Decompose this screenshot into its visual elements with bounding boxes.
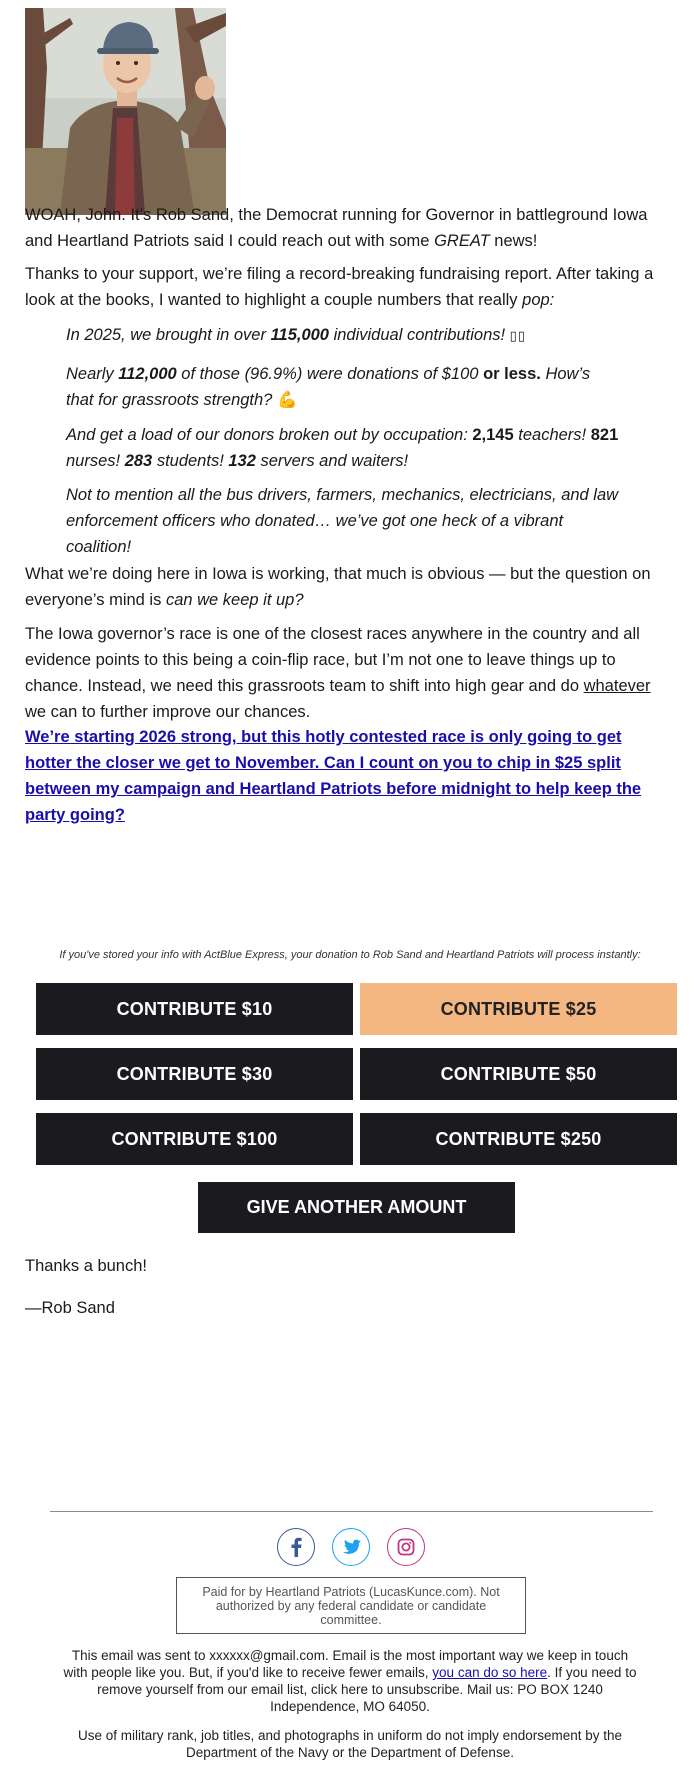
- q3-text-a: And get a load of our donors broken out by occupation:: [66, 426, 473, 444]
- footer-sent-b: . Email is the most important way we keep in touch: [324, 1648, 629, 1663]
- intro-line-2a: look at the books, I wanted to highlight a couple numbers that really: [25, 291, 523, 309]
- q3-text-i: servers and waiters!: [255, 452, 409, 470]
- missing-emoji-glyph: ▯▯: [509, 328, 526, 343]
- contribute-50-button[interactable]: CONTRIBUTE $50: [360, 1048, 677, 1100]
- race-line-4: we can to further improve our chances.: [25, 703, 311, 721]
- intro-paragraph: [25, 261, 680, 313]
- q1-number: 115,000: [270, 326, 329, 344]
- twitter-icon[interactable]: [332, 1528, 370, 1566]
- recipient-email: xxxxxx@gmail.com: [209, 1648, 325, 1663]
- ask-link-line-3[interactable]: between my campaign and Heartland Patriots before midnight to help keep the: [25, 780, 642, 798]
- actblue-express-note: If you've stored your info with ActBlue Express, your donation to Rob Sand and Heartland Patriots will process instantly:: [59, 949, 641, 961]
- paid-for-line-3: committee.: [320, 1612, 382, 1627]
- military-disclaimer: [45, 1727, 655, 1761]
- twitter-glyph: [341, 1539, 361, 1556]
- instagram-icon[interactable]: [387, 1528, 425, 1566]
- race-line-1: The Iowa governor’s race is one of the closest races anywhere in the country and all: [25, 625, 640, 643]
- thanks-text: Thanks a bunch!: [25, 1257, 147, 1275]
- race-paragraph: [25, 621, 680, 725]
- q3-text-e: nurses!: [66, 452, 125, 470]
- contribute-25-button[interactable]: CONTRIBUTE $25: [360, 983, 677, 1035]
- give-another-amount-button[interactable]: GIVE ANOTHER AMOUNT: [198, 1182, 515, 1233]
- signature: —Rob Sand: [25, 1299, 115, 1317]
- disclaimer-line-1: Use of military rank, job titles, and photographs in uniform do not imply endorsement by the: [77, 1728, 623, 1743]
- stat-quote-1: [66, 322, 636, 349]
- q2-number: 112,000: [118, 365, 177, 383]
- intro-emphasis: pop:: [522, 291, 555, 309]
- q3-nurses-number: 821: [590, 426, 619, 444]
- paid-for-line-1: Paid for by Heartland Patriots (LucasKunce.com). Not: [202, 1584, 500, 1599]
- footer-line-2a: with people like you. But, if you'd like to receive fewer emails,: [63, 1665, 433, 1680]
- ask-link-line-2[interactable]: hotter the closer we get to November. Can I count on you to chip in $25 split: [25, 754, 621, 772]
- greeting-line-1: WOAH, John. It’s Rob Sand, the Democrat running for Governor in battleground Iowa: [25, 206, 648, 224]
- stat-quote-3: [66, 422, 636, 474]
- race-line-3a: chance. Instead, we need this grassroots team to shift into high gear and do: [25, 677, 584, 695]
- q2-or-less: or less.: [483, 365, 541, 383]
- q1-text-c: individual contributions!: [328, 326, 510, 344]
- flexed-bicep-icon: 💪: [276, 391, 298, 409]
- q3-students-number: 283: [124, 452, 153, 470]
- fewer-emails-link[interactable]: you can do so here: [432, 1665, 548, 1680]
- working-emphasis: can we keep it up?: [165, 591, 304, 609]
- footer-sent-a: This email was sent to: [71, 1648, 210, 1663]
- working-paragraph: [25, 561, 680, 613]
- contribute-30-button[interactable]: CONTRIBUTE $30: [36, 1048, 353, 1100]
- stat-quote-2: [66, 361, 636, 413]
- q3-text-g: students!: [152, 452, 229, 470]
- q4-line-2: enforcement officers who donated… we’ve got one heck of a vibrant: [66, 512, 564, 530]
- footer-line-4: Independence, MO 64050.: [270, 1699, 430, 1714]
- footer-line-3: remove yourself from our email list, click here to unsubscribe. Mail us: PO BOX 1240: [97, 1682, 603, 1697]
- ask-link-line-1[interactable]: We’re starting 2026 strong, but this hotly contested race is only going to get: [25, 728, 622, 746]
- intro-line-1: Thanks to your support, we’re filing a record-breaking fundraising report. After taking a: [25, 265, 654, 283]
- donation-ask-link[interactable]: [25, 724, 680, 828]
- q2-text-e: How’s: [540, 365, 591, 383]
- facebook-glyph: [288, 1537, 304, 1557]
- paid-for-line-2: authorized by any federal candidate or candidate: [215, 1598, 487, 1613]
- greeting-line-2a: and Heartland Patriots said I could reach out with some: [25, 232, 435, 250]
- email-footer-text: [45, 1647, 655, 1715]
- q4-line-3: coalition!: [66, 538, 132, 556]
- footer-divider: [50, 1511, 653, 1512]
- footer-line-2b: . If you need to: [547, 1665, 637, 1680]
- facebook-icon[interactable]: [277, 1528, 315, 1566]
- q3-servers-number: 132: [228, 452, 256, 470]
- greeting-emphasis: GREAT: [434, 232, 490, 250]
- q3-text-c: teachers!: [513, 426, 591, 444]
- race-underline: whatever: [583, 677, 651, 695]
- q1-text-a: In 2025, we brought in over: [66, 326, 271, 344]
- contribute-100-button[interactable]: CONTRIBUTE $100: [36, 1113, 353, 1165]
- greeting-line-2b: news!: [489, 232, 538, 250]
- stat-quote-4: [66, 482, 636, 560]
- q3-teachers-number: 2,145: [472, 426, 514, 444]
- candidate-photo-image: [25, 8, 226, 215]
- q2-text-a: Nearly: [66, 365, 119, 383]
- q2-text-c: of those (96.9%) were donations of $100: [176, 365, 484, 383]
- disclaimer-line-2: Department of the Navy or the Department of Defense.: [186, 1745, 514, 1760]
- contribute-250-button[interactable]: CONTRIBUTE $250: [360, 1113, 677, 1165]
- paid-for-text: [202, 1585, 499, 1627]
- race-line-2: evidence points to this being a coin-flip race, but I’m not one to leave things up to: [25, 651, 616, 669]
- ask-link-line-4[interactable]: party going?: [25, 806, 125, 824]
- instagram-glyph: [397, 1538, 415, 1556]
- contribute-10-button[interactable]: CONTRIBUTE $10: [36, 983, 353, 1035]
- q2-text-f: that for grassroots strength?: [66, 391, 277, 409]
- paid-for-disclaimer: [176, 1577, 526, 1634]
- greeting-paragraph: [25, 202, 680, 254]
- q4-line-1: Not to mention all the bus drivers, farmers, mechanics, electricians, and law: [66, 486, 619, 504]
- working-line-2a: everyone’s mind is: [25, 591, 166, 609]
- candidate-photo: [25, 8, 226, 215]
- working-line-1: What we’re doing here in Iowa is working, that much is obvious — but the question on: [25, 565, 651, 583]
